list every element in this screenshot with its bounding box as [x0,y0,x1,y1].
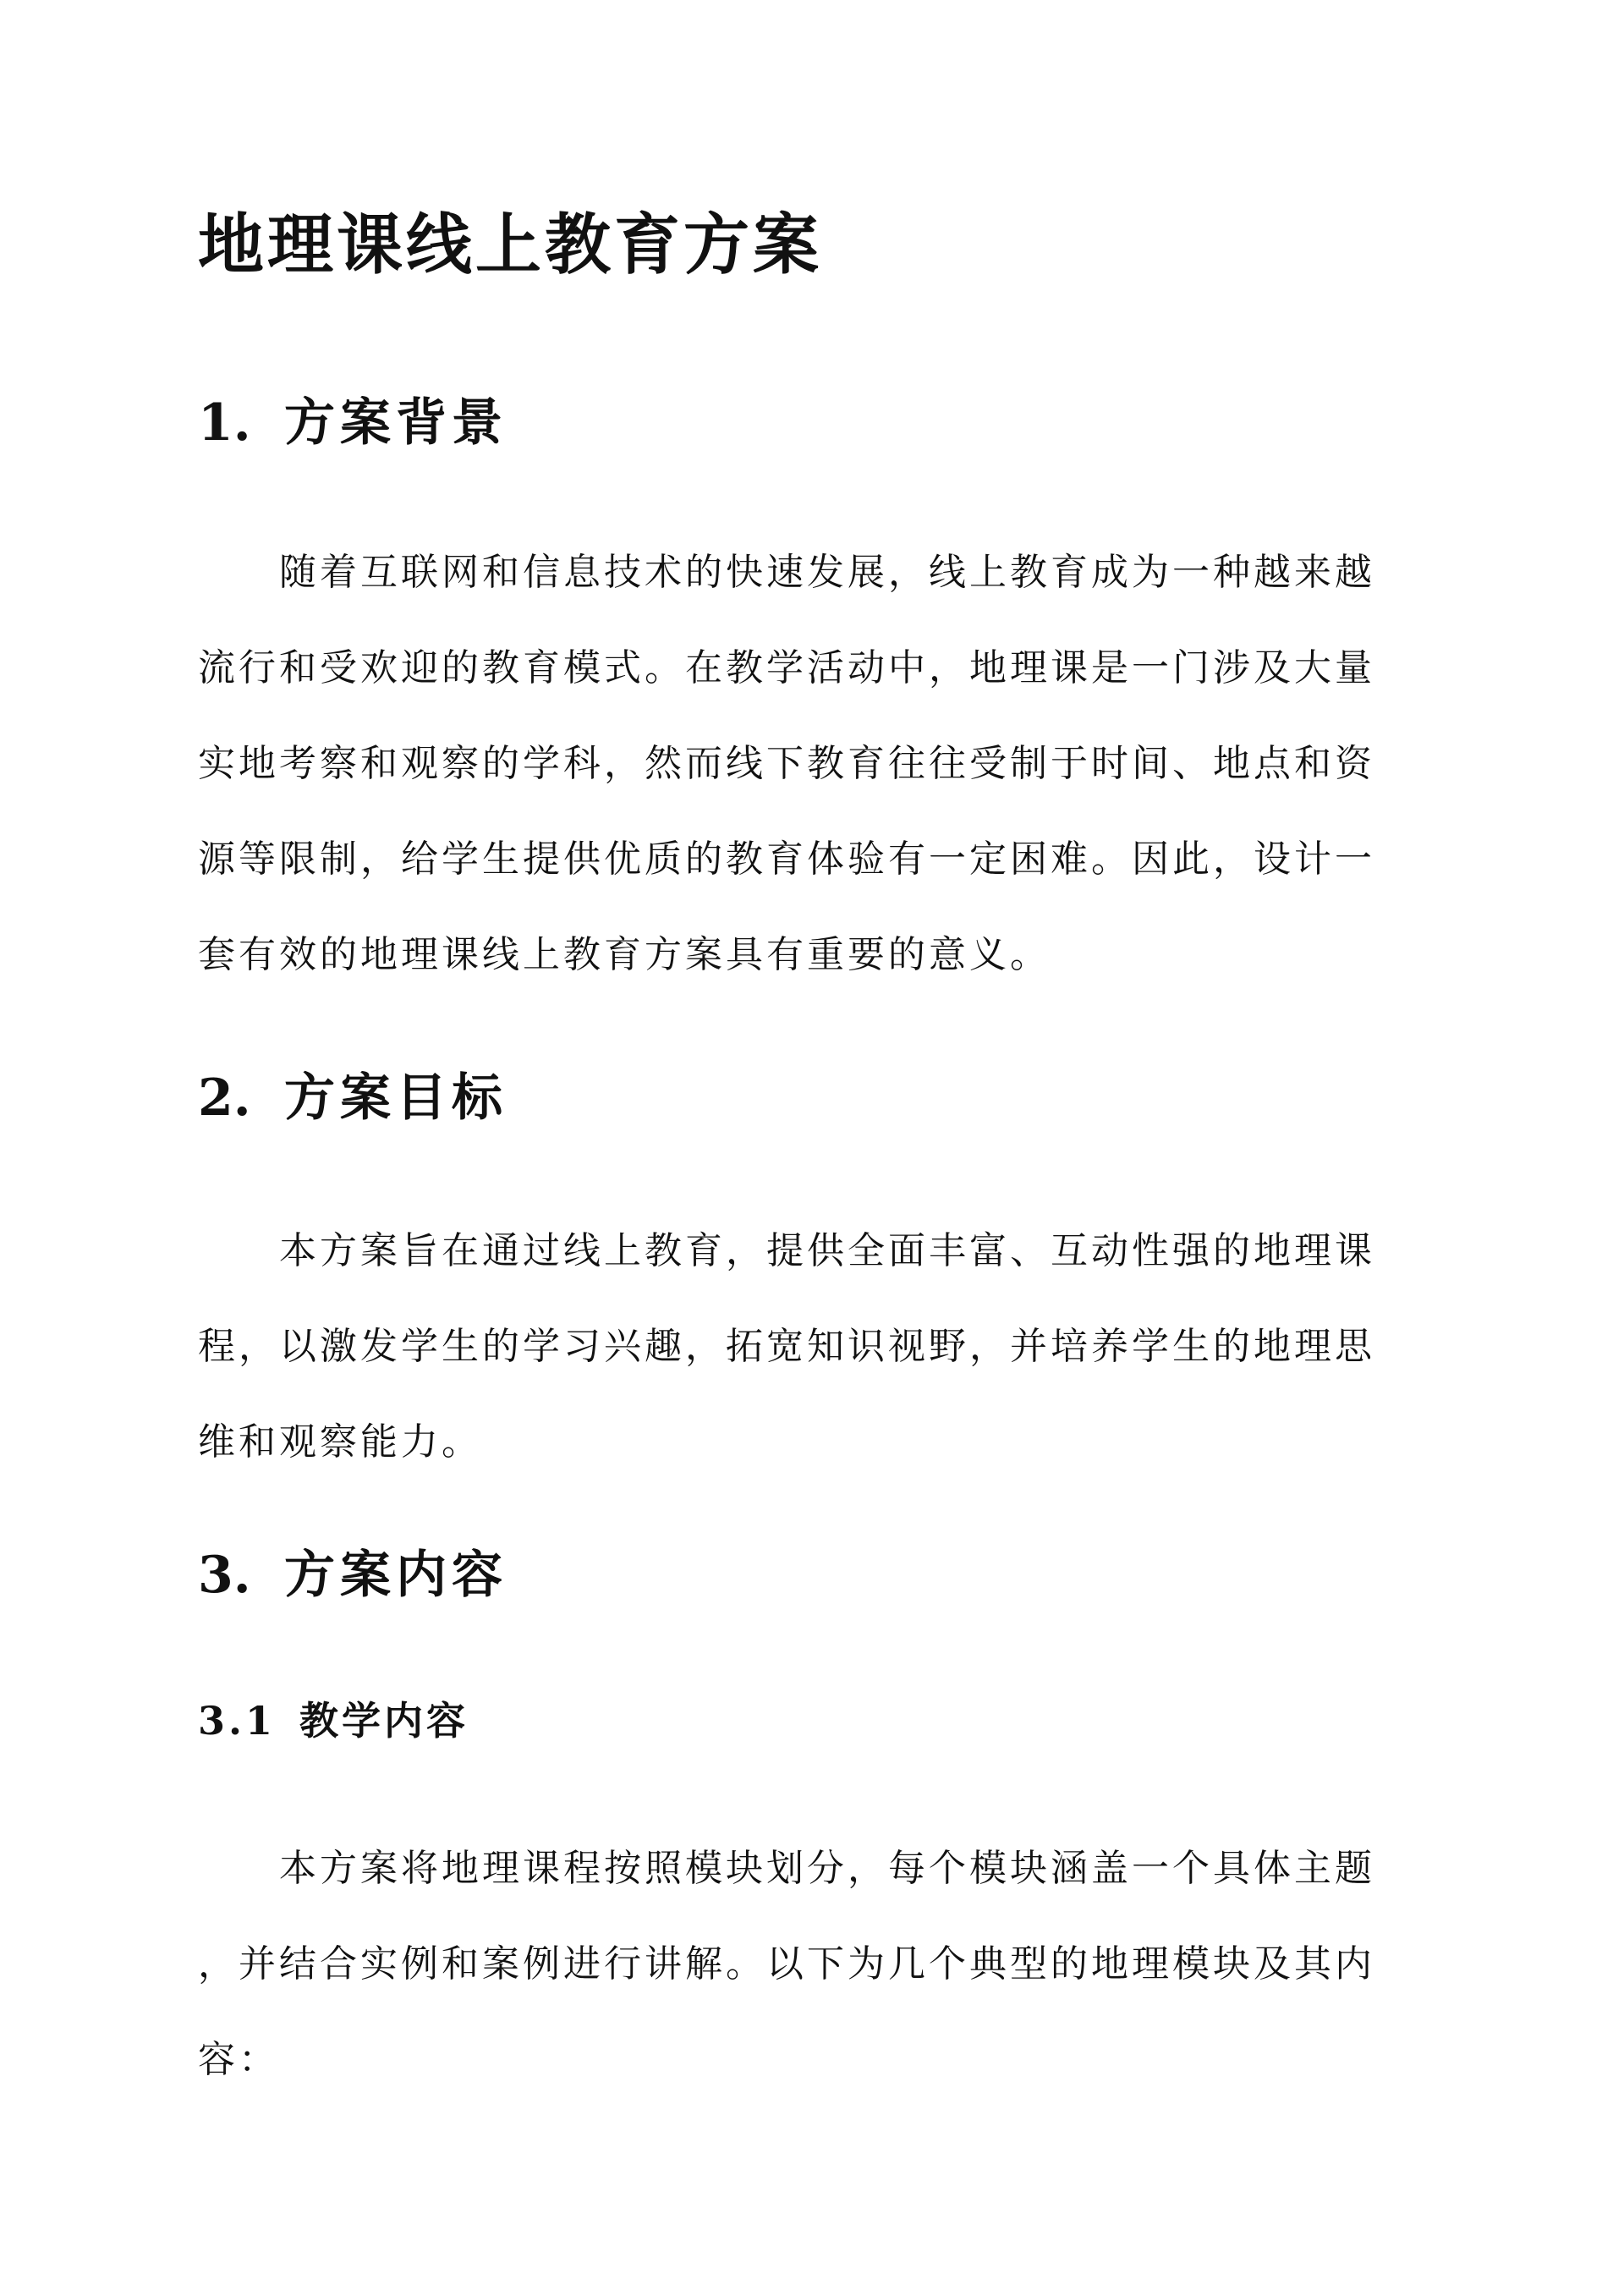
section-title: 方案内容 [284,1546,508,1605]
section-number: 1. [198,393,251,453]
subsection-number: 3.1 [198,1698,277,1744]
document-title: 地理课线上教育方案 [198,206,823,283]
section-heading-content [198,1541,508,1609]
background-paragraph: 随着互联网和信息技术的快速发展，线上教育成为一种越来越 流行和受欢迎的教育模式。在教学活动中，地理课是一门涉及大量 实地考察和观察的学科，然而线下教育往往受制于时间、地点和资 源等限制，给学生提供优质的教育体验有一定困难。因此，设计一 套有效的地理课线上教育方案具有重要的意义。 [198,551,1375,976]
section-heading-goals [198,1064,508,1132]
subsection-title: 教学内容 [299,1698,469,1744]
subsection-heading-teaching-content [198,1694,469,1748]
section-number: 3. [198,1546,251,1605]
teaching-content-paragraph: 本方案将地理课程按照模块划分，每个模块涵盖一个具体主题 ，并结合实例和案例进行讲解。以下为几个典型的地理模块及其内 容： [198,1847,1375,2081]
section-title: 方案目标 [284,1068,508,1128]
section-heading-background [198,389,508,457]
goals-paragraph: 本方案旨在通过线上教育，提供全面丰富、互动性强的地理课 程，以激发学生的学习兴趣，拓宽知识视野，并培养学生的地理思 维和观察能力。 [198,1229,1375,1464]
section-number: 2. [198,1068,251,1128]
section-title: 方案背景 [284,393,508,453]
